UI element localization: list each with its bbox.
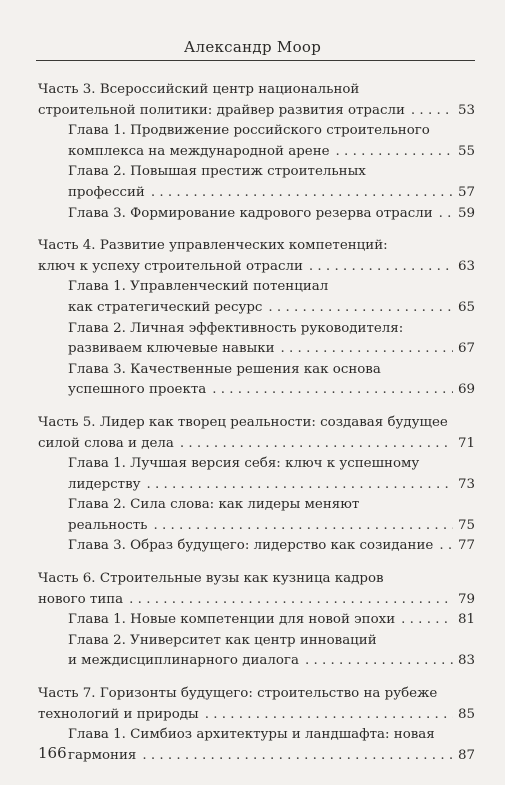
chapter-title: Глава 3. Качественные решения как основа — [68, 361, 381, 377]
toc-page-number: 83 — [457, 653, 475, 669]
chapter-title: Глава 3. Формирование кадрового резерва отрасли — [68, 205, 433, 221]
part-title: Часть 3. Всероссийский центр национальной — [38, 82, 360, 97]
toc-part-line — [38, 684, 475, 705]
chapter-title: Глава 1. Симбиоз архитектуры и ландшафта: новая — [68, 727, 435, 743]
chapter-title: Глава 2. Личная эффективность руководителя: — [68, 320, 404, 336]
dot-leader — [336, 142, 453, 163]
dot-leader — [147, 475, 454, 496]
toc-part-line — [38, 434, 475, 455]
chapter-title: Глава 1. Новые компетенции для новой эпохи — [68, 612, 396, 628]
toc-page-number: 71 — [457, 435, 475, 451]
toc-part — [38, 569, 475, 672]
dot-leader — [281, 339, 453, 360]
dot-leader — [212, 380, 453, 401]
toc-page-number: 69 — [457, 382, 475, 398]
part-title: силой слова и дела — [38, 435, 174, 451]
toc-page-number: 67 — [457, 341, 475, 357]
toc-chapter-line — [38, 142, 475, 163]
toc-chapter-line — [38, 516, 475, 537]
dot-leader — [439, 204, 453, 225]
part-title: ключ к успеху строительной отрасли — [38, 258, 303, 274]
toc-part — [38, 684, 475, 766]
dot-leader — [142, 746, 453, 767]
part-title: технологий и природы — [38, 706, 199, 722]
chapter-title: Глава 1. Продвижение российского строительного — [68, 123, 430, 139]
toc-page-number: 55 — [457, 143, 475, 159]
chapter-title: как стратегический ресурс — [68, 299, 263, 315]
chapter-title: и междисциплинарного диалога — [68, 653, 299, 669]
chapter-title: Глава 2. Университет как центр инноваций — [68, 632, 377, 648]
toc-page-number: 87 — [457, 747, 475, 763]
dot-leader — [268, 298, 453, 319]
part-title: Часть 5. Лидер как творец реальности: создавая будущее — [38, 414, 448, 430]
part-title: Часть 4. Развитие управленческих компетенций: — [38, 238, 388, 254]
toc-chapter-line — [38, 319, 475, 340]
chapter-title: Глава 3. Образ будущего: лидерство как созидание — [68, 538, 434, 554]
header-rule — [36, 60, 475, 61]
dot-leader — [129, 590, 453, 611]
toc-chapter-line — [38, 651, 475, 672]
dot-leader — [180, 434, 453, 455]
chapter-title: Глава 1. Лучшая версия себя: ключ к успешному — [68, 456, 420, 472]
toc-chapter-line — [38, 298, 475, 319]
toc-part-line — [38, 569, 475, 590]
toc-page-number: 85 — [457, 706, 475, 722]
running-header: Александр Моор — [183, 38, 322, 56]
part-title: Часть 7. Горизонты будущего: строительство на рубеже — [38, 686, 438, 702]
chapter-title: успешного проекта — [68, 382, 207, 398]
toc-chapter-line — [38, 536, 475, 557]
dot-leader — [205, 705, 453, 726]
toc-part-line — [38, 101, 475, 122]
toc-chapter-line — [38, 183, 475, 204]
toc-part-line — [38, 705, 475, 726]
toc-chapter-line — [38, 454, 475, 475]
toc-chapter-line — [38, 277, 475, 298]
part-title: нового типа — [38, 591, 124, 607]
dot-leader — [153, 516, 453, 537]
dot-leader — [411, 101, 453, 122]
toc-page-number: 77 — [457, 538, 475, 554]
toc-page-number: 75 — [457, 517, 475, 533]
toc-chapter-line — [38, 162, 475, 183]
chapter-title: развиваем ключевые навыки — [68, 341, 275, 357]
toc-part-line — [38, 413, 475, 434]
chapter-title: комплекса на международной арене — [68, 143, 330, 159]
page-number: 166 — [38, 744, 67, 762]
chapter-title: Глава 1. Управленческий потенциал — [68, 279, 329, 295]
toc-page-number: 59 — [457, 205, 475, 221]
dot-leader — [401, 610, 453, 631]
chapter-title: гармония — [68, 747, 137, 763]
toc-chapter-line — [38, 746, 475, 767]
table-of-contents — [38, 80, 475, 778]
toc-part-line — [38, 590, 475, 611]
dot-leader — [309, 257, 453, 278]
dot-leader — [151, 183, 453, 204]
toc-part-line — [38, 236, 475, 257]
dot-leader — [305, 651, 453, 672]
toc-part — [38, 236, 475, 401]
part-title: строительной политики: драйвер развития отрасли — [38, 102, 405, 118]
chapter-title: профессий — [68, 184, 145, 200]
toc-page-number: 79 — [457, 591, 475, 607]
part-title: Часть 6. Строительные вузы как кузница кадров — [38, 571, 384, 587]
chapter-title: лидерству — [68, 476, 141, 492]
toc-part — [38, 413, 475, 557]
toc-chapter-line — [38, 339, 475, 360]
toc-chapter-line — [38, 380, 475, 401]
toc-chapter-line — [38, 204, 475, 225]
toc-part-line — [38, 257, 475, 278]
toc-chapter-line — [38, 495, 475, 516]
toc-part-line — [38, 80, 475, 101]
toc-chapter-line — [38, 475, 475, 496]
chapter-title: Глава 2. Сила слова: как лидеры меняют — [68, 497, 360, 513]
toc-page-number: 53 — [457, 102, 475, 118]
chapter-title: Глава 2. Повышая престиж строительных — [68, 164, 366, 180]
toc-page-number: 57 — [457, 184, 475, 200]
toc-page-number: 81 — [457, 612, 475, 628]
toc-chapter-line — [38, 725, 475, 746]
dot-leader — [439, 536, 453, 557]
toc-page-number: 65 — [457, 299, 475, 315]
toc-part — [38, 80, 475, 224]
toc-chapter-line — [38, 360, 475, 381]
toc-page-number: 73 — [457, 476, 475, 492]
toc-chapter-line — [38, 121, 475, 142]
toc-chapter-line — [38, 631, 475, 652]
toc-chapter-line — [38, 610, 475, 631]
toc-page-number: 63 — [457, 258, 475, 274]
chapter-title: реальность — [68, 517, 148, 533]
